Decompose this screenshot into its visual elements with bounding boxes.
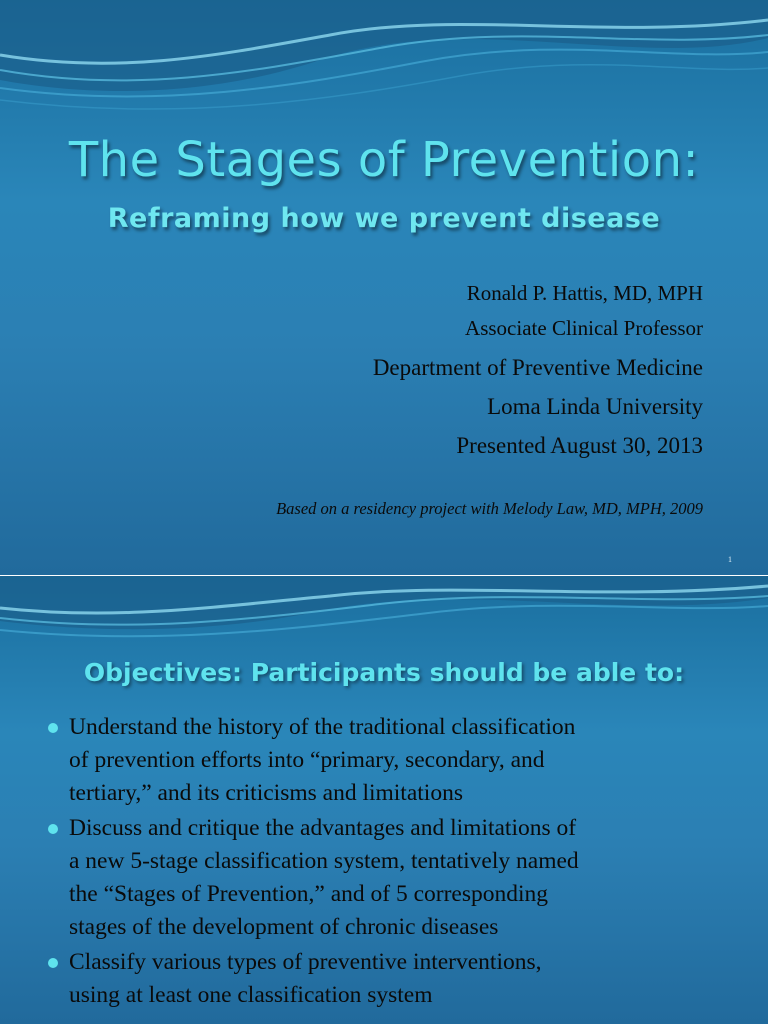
presentation-date: Presented August 30, 2013 — [456, 433, 703, 458]
wave-decoration — [0, 576, 768, 656]
objective-line: using at least one classification system — [69, 982, 433, 1008]
department: Department of Preventive Medicine — [372, 355, 703, 380]
objective-line: a new 5-stage classification system, tentatively named — [69, 848, 579, 874]
objective-line: of prevention efforts into “primary, secondary, and — [69, 747, 545, 773]
author-block — [465, 276, 703, 346]
objective-line: tertiary,” and its criticisms and limitations — [69, 780, 463, 806]
slide-title: The Stages of Prevention: — [68, 132, 700, 188]
objective-line: Understand the history of the traditional classification — [69, 714, 576, 740]
bullet-dot-icon — [48, 723, 58, 733]
university: Loma Linda University — [487, 394, 703, 419]
objective-item — [48, 711, 738, 810]
objective-line: Discuss and critique the advantages and limitations of — [69, 815, 577, 841]
objective-line: the “Stages of Prevention,” and of 5 corresponding — [69, 881, 549, 907]
affiliation-block — [373, 348, 703, 465]
objectives-title: Objectives: Participants should be able to: — [83, 658, 685, 687]
objective-item — [48, 812, 738, 944]
based-on-note: Based on a residency project with Melody Law, MD, MPH, 2009 — [276, 499, 703, 518]
bullet-dot-icon — [48, 824, 58, 834]
objectives-list — [48, 711, 738, 1014]
objectives-slide — [0, 576, 768, 1024]
slide-subtitle: Reframing how we prevent disease — [107, 203, 661, 234]
author-name: Ronald P. Hattis, MD, MPH — [466, 281, 703, 305]
page-number: 1 — [728, 555, 732, 564]
wave-decoration — [0, 0, 768, 130]
author-position: Associate Clinical Professor — [465, 316, 703, 340]
objective-line: stages of the development of chronic diseases — [69, 914, 499, 940]
bullet-dot-icon — [48, 958, 58, 968]
objective-item — [48, 946, 738, 1012]
objective-line: Classify various types of preventive interventions, — [69, 949, 542, 975]
